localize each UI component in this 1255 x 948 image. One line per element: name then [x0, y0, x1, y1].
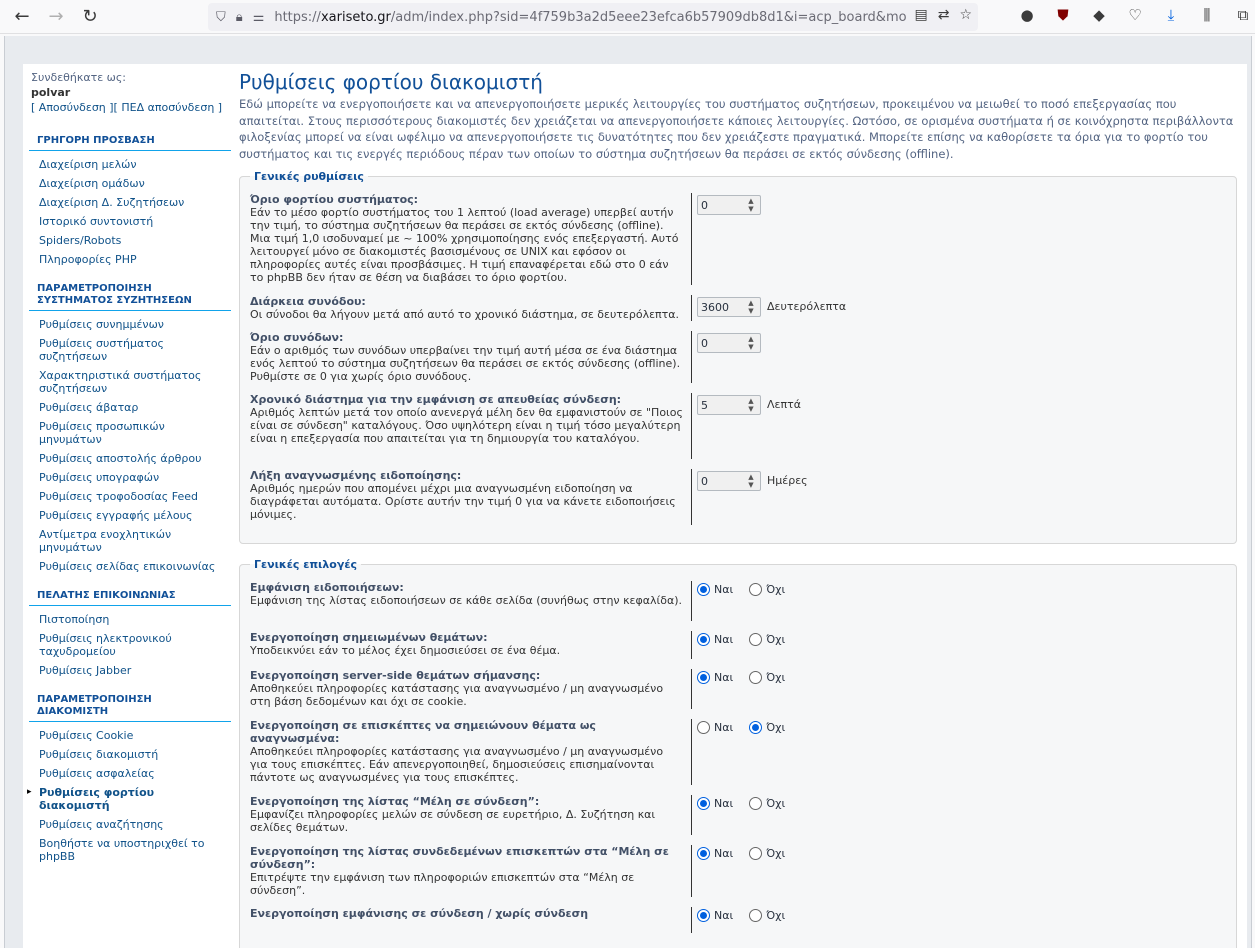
option-explain: Εμφάνιση της λίστας ειδοποιήσεων σε κάθε σελίδα (συνήθως στην κεφαλίδα). [250, 594, 683, 607]
menu-item-server[interactable]: Ρυθμίσεις διακομιστή [39, 748, 159, 761]
extension-icon[interactable]: ● [1020, 6, 1034, 24]
no-label: Όχι [766, 797, 786, 810]
option-label: Ενεργοποίηση σημειωμένων θεμάτων: [250, 631, 488, 644]
option-row-server-side-marking [250, 669, 1226, 709]
radio-yes[interactable] [697, 583, 710, 596]
radio-yes[interactable] [697, 797, 710, 810]
no-label: Όχι [766, 721, 786, 734]
menu-item-email[interactable]: Ρυθμίσεις ηλεκτρονικού ταχυδρομείου [39, 632, 172, 658]
spinner-arrows-icon[interactable]: ▲ ▼ [748, 197, 754, 213]
general-settings-fieldset [239, 170, 1237, 544]
sidebar [23, 64, 233, 866]
menu-item-jabber[interactable]: Ρυθμίσεις Jabber [39, 664, 132, 677]
logout-links[interactable]: [ Αποσύνδεση ][ ΠΕΔ αποσύνδεση ] [31, 101, 223, 114]
input-value: 5 [701, 398, 708, 412]
spinner-arrows-icon[interactable]: ▲ ▼ [748, 397, 754, 413]
menu-title: ΠΑΡΑΜΕΤΡΟΠΟΙΗΣΗ ΣΥΣΤΗΜΑΤΟΣ ΣΥΖΗΤΗΣΕΩΝ [29, 283, 231, 311]
option-label: Ενεργοποίηση σε επισκέπτες να σημειώνουν θέματα ως αναγνωσμένα: [250, 719, 596, 745]
menu-item-spambot[interactable]: Αντίμετρα ενοχλητικών μηνυμάτων [39, 528, 172, 554]
input-value: 0 [701, 336, 708, 350]
option-row-dotted-topics [250, 631, 1226, 659]
setting-explain: Αριθμός ημερών που απομένει μέχρι μια αναγνωσμένη ειδοποίηση να διαγράφεται αυτόματα. Ορίστε αυτήν την τιμή 0 για να κάνετε ειδοποιήσεις μόνιμες. [250, 482, 676, 521]
menu-item-authentication[interactable]: Πιστοποίηση [39, 613, 110, 626]
extension-puzzle-icon[interactable]: ◆ [1093, 6, 1105, 24]
menu-item-spiders[interactable]: Spiders/Robots [39, 234, 122, 247]
setting-row-read-notification-expire [250, 469, 1226, 525]
radio-yes[interactable] [697, 847, 710, 860]
menu-item-manage-groups[interactable]: Διαχείριση ομάδων [39, 177, 145, 190]
menu-section-quick-access [23, 135, 233, 269]
option-row-online-status [250, 907, 1226, 933]
general-options-fieldset [239, 558, 1237, 948]
forward-arrow-icon[interactable]: → [48, 6, 64, 27]
no-label: Όχι [766, 909, 786, 922]
spinner-arrows-icon[interactable]: ▲ ▼ [748, 335, 754, 351]
menu-item-help-support[interactable]: Βοηθήστε να υποστηριχθεί το phpBB [39, 837, 205, 863]
unit-label: Ημέρες [767, 474, 808, 487]
page [4, 36, 1252, 948]
browser-toolbar [0, 0, 1255, 34]
menu-item-private-messages[interactable]: Ρυθμίσεις προσωπικών μηνυμάτων [39, 420, 165, 446]
menu-item-board-settings[interactable]: Ρυθμίσεις συστήματος συζητήσεων [39, 337, 165, 363]
option-row-online-guests [250, 845, 1226, 897]
unit-label: Λεπτά [767, 398, 801, 411]
option-label: Ενεργοποίηση εμφάνισης σε σύνδεση / χωρίς σύνδεση [250, 907, 589, 920]
input-value: 0 [701, 474, 708, 488]
menu-section-client [23, 590, 233, 680]
yes-label: Ναι [714, 909, 734, 922]
setting-label: Όριο φορτίου συστήματος: [250, 193, 419, 206]
library-icon[interactable]: ⫼ [1203, 6, 1211, 24]
option-label: Εμφάνιση ειδοποιήσεων: [250, 581, 404, 594]
radio-yes[interactable] [697, 633, 710, 646]
yes-label: Ναι [714, 847, 734, 860]
url-scheme: https:// [274, 9, 321, 25]
username: polvar [31, 86, 71, 99]
yes-label: Ναι [714, 671, 734, 684]
option-explain: Αποθηκεύει πληροφορίες κατάστασης για αναγνωσμένο / μη αναγνωσμένο στη βάση δεδομένων και όχι σε cookie. [250, 682, 664, 708]
option-row-online-list [250, 795, 1226, 835]
menu-item-attachments[interactable]: Ρυθμίσεις συνημμένων [39, 318, 164, 331]
setting-label: Όριο συνόδων: [250, 331, 344, 344]
session-length-input[interactable] [697, 297, 761, 317]
setting-row-online-time [250, 393, 1226, 459]
pocket-icon[interactable]: ♡ [1128, 6, 1142, 24]
setting-explain: Οι σύνοδοι θα λήγουν μετά από αυτό το χρονικό διάστημα, σε δευτερόλεπτα. [250, 308, 680, 321]
radio-yes[interactable] [697, 909, 710, 922]
permissions-icon[interactable]: ⚌ [252, 9, 265, 25]
reload-icon[interactable]: ↻ [82, 6, 98, 27]
radio-no[interactable] [749, 847, 762, 860]
setting-label: Διάρκεια συνόδου: [250, 295, 366, 308]
menu-item-load-settings[interactable]: ▸ Ρυθμίσεις φορτίου διακομιστή [23, 783, 233, 815]
unit-label: Δευτερόλεπτα [767, 300, 847, 313]
fieldset-legend: Γενικές ρυθμίσεις [254, 170, 364, 183]
menu-item-cookie[interactable]: Ρυθμίσεις Cookie [39, 729, 134, 742]
url-host: xariseto.gr [320, 9, 391, 25]
menu-section-board-config [23, 283, 233, 576]
spinner-arrows-icon[interactable]: ▲ ▼ [748, 473, 754, 489]
setting-explain: Εάν ο αριθμός των συνόδων υπερβαίνει την τιμή αυτή μέσα σε ένα διάστημα ενός λεπτού το σύστημα συζητήσεων θα περάσει σε εκτός σύνδεσης (offline). Ρυθμίστε σε 0 για χωρίς όριο συνόδους. [250, 344, 681, 383]
setting-row-session-length [250, 295, 1226, 321]
setting-label: Λήξη αναγνωσμένης ειδοποίησης: [250, 469, 462, 482]
no-label: Όχι [766, 583, 786, 596]
input-value: 0 [701, 198, 708, 212]
load-limit-input[interactable] [697, 195, 761, 215]
logged-in-as-label: Συνδεθήκατε ως: [31, 71, 127, 84]
setting-explain: Εάν το μέσο φορτίο συστήματος του 1 λεπτού (load average) υπερβεί αυτήν την τιμή, το σύστημα συζητήσεων θα περάσει σε εκτός σύνδεσης (offline). Μια τιμή 1,0 ισοδυναμεί με ~ 100% χρησιμοποίησης ενός επεξεργαστή. Αυτό λειτουργεί μόνο σε διακομιστές βασισμένους σε UNIX και εφόσον οι πληροφορίες αυτές είναι προσβάσιμες. Η τιμή επαναφέρεται εδώ στο 0 εάν το phpBB δεν ήταν σε θέση να διαβάσει το όριο φορτίου. [250, 206, 679, 284]
menu-item-php-info[interactable]: Πληροφορίες PHP [39, 253, 137, 266]
menu-item-search[interactable]: Ρυθμίσεις αναζήτησης [39, 818, 164, 831]
shield-icon[interactable]: ⛉ [216, 9, 226, 25]
menu-item-security[interactable]: Ρυθμίσεις ασφαλείας [39, 767, 155, 780]
option-explain: Επιτρέψτε την εμφάνιση των πληροφοριών επισκεπτών στα “Μέλη σε σύνδεση”. [250, 871, 635, 897]
acp-container [23, 64, 1247, 948]
radio-no[interactable] [749, 721, 762, 734]
radio-yes[interactable] [697, 671, 710, 684]
menu-title: ΠΑΡΑΜΕΤΡΟΠΟΙΗΣΗ ΔΙΑΚΟΜΙΣΤΗ [29, 694, 231, 722]
option-row-notifications [250, 581, 1226, 621]
page-intro: Εδώ μπορείτε να ενεργοποιήσετε και να απενεργοποιήσετε μερικές λειτουργίες του συστήματος συζητήσεων, προκειμένου να μειωθεί το ποσό επεξεργασίας που απαιτείται. Στους περισσότερους διακομιστές δεν χρειάζεται να απενεργοποιήσετε κάποιες λειτουργίες. Ωστόσο, σε ορισμένα συστήματα ή σε κοινόχρηστα περιβάλλοντα φιλοξενίας μπορεί να είναι ωφέλιμο να απενεργοποιήσετε τις δυνατότητες που δεν χρειάζεστε πραγματικά. Μπορείτε επίσης να καθορίσετε τα όρια για το φορτίο του συστήματος και τις ενεργές περιόδους πέραν των οποίων το σύστημα συζητήσεων θα περάσει σε εκτός σύνδεσης (offline). [239, 97, 1234, 161]
radio-yes[interactable] [697, 721, 710, 734]
read-notification-expire-input[interactable] [697, 471, 761, 491]
radio-no[interactable] [749, 583, 762, 596]
synced-tabs-icon[interactable]: ⧉ [1237, 6, 1249, 24]
option-explain: Εμφανίζει πληροφορίες μελών σε σύνδεση σε ευρετήριο, Δ. Συζήτηση και σελίδες θεμάτων. [250, 808, 656, 834]
menu-title: ΓΡΗΓΟΡΗ ΠΡΟΣΒΑΣΗ [29, 135, 231, 151]
option-label: Ενεργοποίηση server-side θεμάτων σήμανσης: [250, 669, 541, 682]
menu-item-avatar[interactable]: Ρυθμίσεις άβαταρ [39, 401, 139, 414]
menu-item-feeds[interactable]: Ρυθμίσεις τροφοδοσίας Feed [39, 490, 198, 503]
ublock-icon[interactable]: ⛊ [1057, 6, 1069, 24]
menu-item-manage-forums[interactable]: Διαχείριση Δ. Συζητήσεων [39, 196, 185, 209]
spinner-arrows-icon[interactable]: ▲ ▼ [748, 299, 754, 315]
url-path: /adm/index.php?sid=4f759b3a2d5eee23efca6b57909db8d1&i=acp_board&mo [390, 9, 907, 25]
back-arrow-icon[interactable]: ← [14, 6, 30, 27]
radio-no[interactable] [749, 671, 762, 684]
session-limit-input[interactable] [697, 333, 761, 353]
no-label: Όχι [766, 671, 786, 684]
setting-row-load-limit [250, 193, 1226, 285]
menu-item-signatures[interactable]: Ρυθμίσεις υπογραφών [39, 471, 160, 484]
yes-label: Ναι [714, 721, 734, 734]
menu-item-board-features[interactable]: Χαρακτηριστικά συστήματος συζητήσεων [39, 369, 202, 395]
radio-no[interactable] [749, 797, 762, 810]
option-label: Ενεργοποίηση της λίστας “Μέλη σε σύνδεση”: [250, 795, 540, 808]
option-label: Ενεργοποίηση της λίστας συνδεδεμένων επισκεπτών στα “Μέλη σε σύνδεση”: [250, 845, 669, 871]
menu-item-posting[interactable]: Ρυθμίσεις αποστολής άρθρου [39, 452, 202, 465]
menu-item-manage-users[interactable]: Διαχείριση μελών [39, 158, 137, 171]
translate-icon[interactable]: ⇄ [937, 7, 950, 23]
menu-item-registration[interactable]: Ρυθμίσεις εγγραφής μέλους [39, 509, 193, 522]
menu-item-mod-log[interactable]: Ιστορικό συντονιστή [39, 215, 154, 228]
main-content [239, 70, 1237, 948]
setting-row-session-limit [250, 331, 1226, 383]
option-row-guest-marking [250, 719, 1226, 785]
input-value: 3600 [701, 300, 729, 314]
page-title: Ρυθμίσεις φορτίου διακομιστή [239, 70, 543, 94]
bookmark-star-icon[interactable]: ☆ [959, 7, 972, 23]
fieldset-legend: Γενικές επιλογές [254, 558, 357, 571]
radio-no[interactable] [749, 909, 762, 922]
menu-item-contact-page[interactable]: Ρυθμίσεις σελίδας επικοινωνίας [39, 560, 216, 573]
reader-view-icon[interactable]: ▤ [914, 7, 928, 23]
no-label: Όχι [766, 847, 786, 860]
address-bar[interactable] [208, 3, 978, 31]
option-explain: Υποδεικνύει εάν το μέλος έχει δημοσιεύσει σε ένα θέμα. [250, 644, 561, 657]
menu-title: ΠΕΛΑΤΗΣ ΕΠΙΚΟΙΝΩΝΙΑΣ [29, 590, 231, 606]
menu-section-server-config [23, 694, 233, 866]
yes-label: Ναι [714, 633, 734, 646]
lock-icon[interactable]: 🔒︎ [235, 9, 243, 25]
online-time-input[interactable] [697, 395, 761, 415]
setting-label: Χρονικό διάστημα για την εμφάνιση σε απευθείας σύνδεση: [250, 393, 622, 406]
login-box [23, 64, 233, 121]
radio-no[interactable] [749, 633, 762, 646]
option-explain: Αποθηκεύει πληροφορίες κατάστασης για αναγνωσμένο / μη αναγνωσμένο για τους επισκέπτες. Εάν απενεργοποιηθεί, δημοσιεύσεις επισημαίνονται πάντοτε ως αναγνωσμένες για τους επισκέπτες. [250, 745, 664, 784]
download-icon[interactable]: ⤓ [1167, 6, 1175, 24]
no-label: Όχι [766, 633, 786, 646]
setting-explain: Αριθμός λεπτών μετά τον οποίο ανενεργά μέλη δεν θα εμφανιστούν σε "Ποιος είναι σε σύνδεση" καταλόγους. Όσο υψηλότερη είναι η τιμή τόσο μεγαλύτερη είναι η επεξεργασία που απαιτείται για τη δημιουργία του καταλόγου. [250, 406, 683, 445]
yes-label: Ναι [714, 583, 734, 596]
yes-label: Ναι [714, 797, 734, 810]
